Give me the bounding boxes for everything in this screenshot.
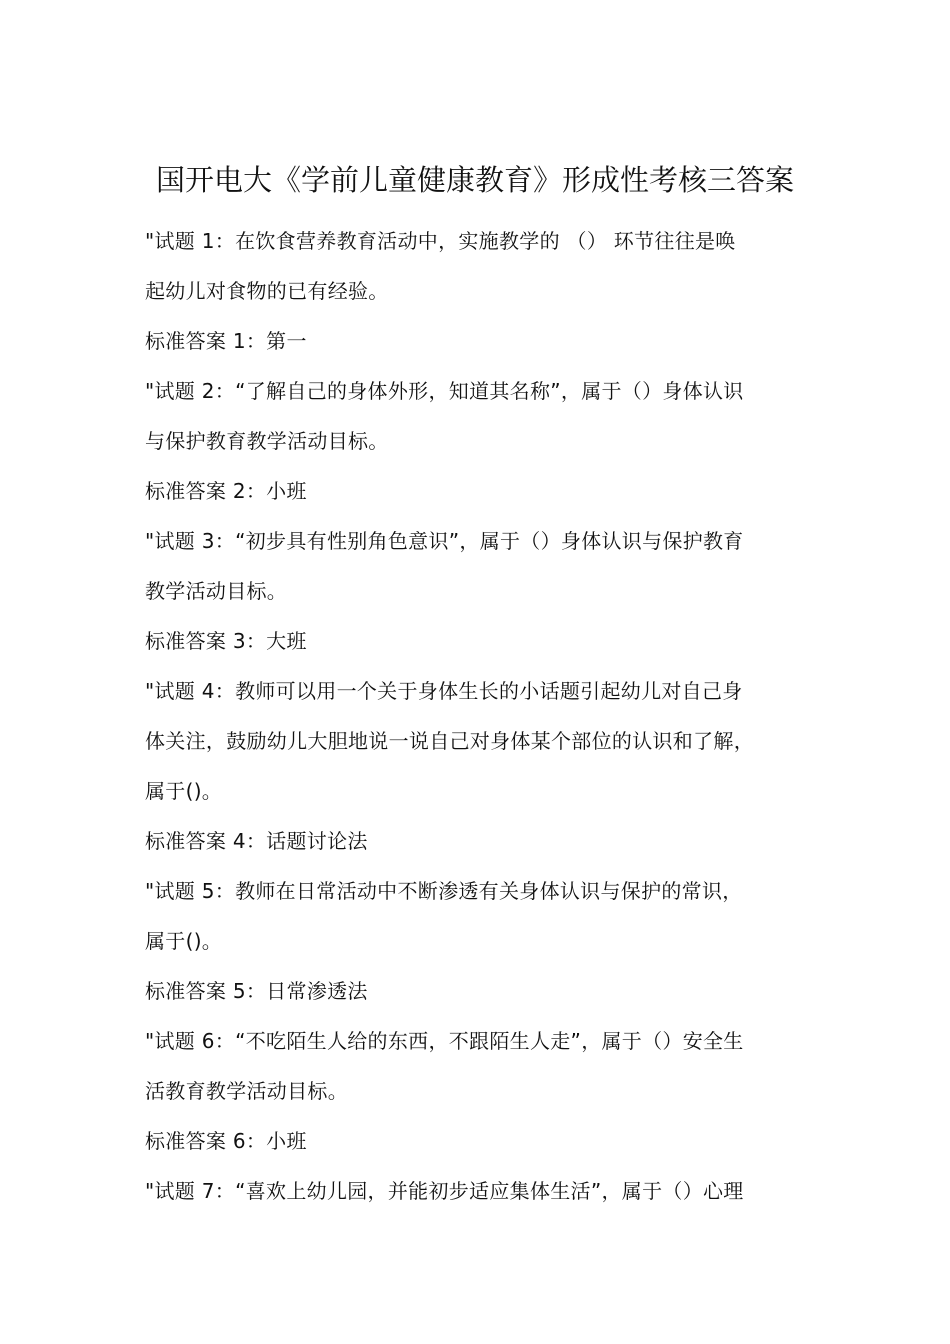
document-title: 国开电大《学前儿童健康教育》形成性考核三答案 [155,163,794,197]
question-6-line-1: "试题 6：“不吃陌生人给的东西，不跟陌生人走”，属于（）安全生 [145,1029,744,1053]
question-5-line-2: 属于()。 [145,929,223,953]
question-4-line-2: 体关注，鼓励幼儿大胆地说一说自己对身体某个部位的认识和了解， [145,729,754,753]
question-1-line-2: 起幼儿对食物的已有经验。 [145,279,389,303]
question-2-line-1: "试题 2：“了解自己的身体外形，知道其名称”，属于（）身体认识 [145,379,744,403]
question-3-line-1: "试题 3：“初步具有性别角色意识”，属于（）身体认识与保护教育 [145,529,744,553]
document-body [145,216,810,1216]
answer-2: 标准答案 2：小班 [145,479,307,503]
answer-5: 标准答案 5：日常渗透法 [145,979,368,1003]
question-6-line-2: 活教育教学活动目标。 [145,1079,348,1103]
question-4-line-3: 属于()。 [145,779,223,803]
answer-1: 标准答案 1：第一 [145,329,307,353]
question-7-line-1: "试题 7：“喜欢上幼儿园，并能初步适应集体生活”，属于（）心理 [145,1179,744,1203]
question-3-line-2: 教学活动目标。 [145,579,288,603]
answer-3: 标准答案 3：大班 [145,629,307,653]
answer-4: 标准答案 4：话题讨论法 [145,829,368,853]
question-4-line-1: "试题 4：教师可以用一个关于身体生长的小话题引起幼儿对自己身 [145,679,743,703]
answer-6: 标准答案 6：小班 [145,1129,307,1153]
question-2-line-2: 与保护教育教学活动目标。 [145,429,389,453]
question-5-line-1: "试题 5：教师在日常活动中不断渗透有关身体认识与保护的常识， [145,879,743,903]
question-1-line-1: "试题 1：在饮食营养教育活动中，实施教学的 （） 环节往往是唤 [145,229,736,253]
